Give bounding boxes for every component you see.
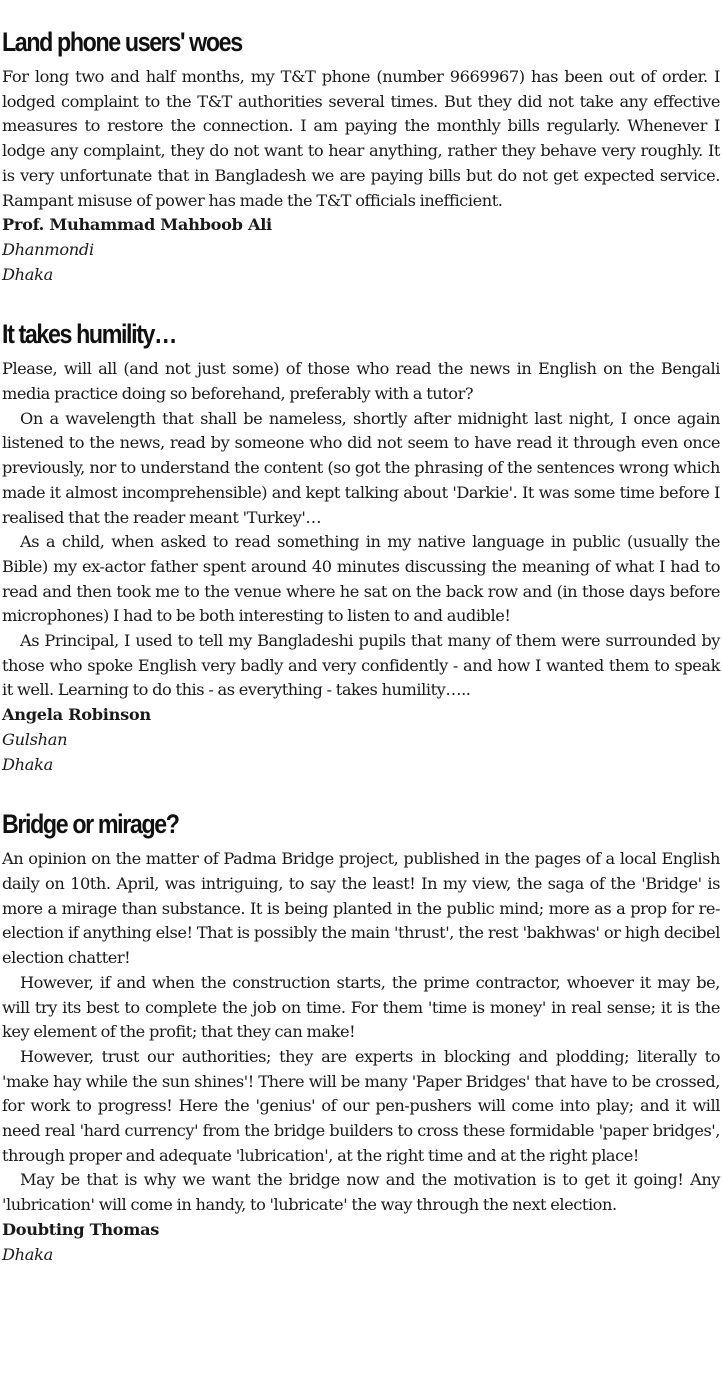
letter-paragraph: May be that is why we want the bridge now and the motivation is to get it going! Any 'lubrication' will come in handy, to 'lubricate' the way through the next election. xyxy=(2,1170,720,1215)
letter-bridge xyxy=(2,806,720,1267)
letter-land-phone xyxy=(2,24,720,287)
author-name: Angela Robinson xyxy=(2,705,151,725)
letter-paragraph: As Principal, I used to tell my Bangladeshi pupils that many of them were surrounded by those who spoke English very badly and very confidently - and how I wanted them to speak it well. Learning to do this - as everything - takes humility….. xyxy=(2,631,720,700)
letter-paragraph: For long two and half months, my T&T phone (number 9669967) has been out of order. I lodged complaint to the T&T authorities several times. But they did not take any effective measures to restore the connection. I am paying the monthly bills regularly. Whenever I lodge any complaint, they do not want to hear anything, rather they behave very roughly. It is very unfortunate that in Bangladesh we are paying bills but do not get expected service. Rampant misuse of power has made the T&T officials inefficient. xyxy=(2,67,720,210)
author-name: Prof. Muhammad Mahboob Ali xyxy=(2,215,272,235)
author-location: Dhanmondi xyxy=(2,239,94,259)
author-city: Dhaka xyxy=(2,754,54,774)
letter-paragraph: An opinion on the matter of Padma Bridge project, published in the pages of a local English daily on 10th. April, was intriguing, to say the least! In my view, the saga of the 'Bridge' is more a mirage than substance. It is being planted in the public mind; more as a prop for re-election if anything else! That is possibly the main 'thrust', the rest 'bakhwas' or high decibel election chatter! xyxy=(2,849,720,968)
author-location: Gulshan xyxy=(2,729,68,749)
letter-paragraph: However, if and when the construction starts, the prime contractor, whoever it may be, will try its best to complete the job on time. For them 'time is money' in real sense; it is the key element of the profit; that they can make! xyxy=(2,972,720,1042)
letter-paragraph: As a child, when asked to read something in my native language in public (usually the Bible) my ex-actor father spent around 40 minutes discussing the meaning of what I had to read and then took me to the venue where he sat on the back row and (in those days before microphones) I had to be both interesting to listen to and audible! xyxy=(2,532,720,626)
letter-headline: Bridge or mirage? xyxy=(2,809,179,840)
letter-paragraph: However, trust our authorities; they are experts in blocking and plodding; literally to 'make hay while the sun shines'! There will be many 'Paper Bridges' that have to be crossed, for work to progress! Here the 'genius' of our pen-pushers will come into play; and it will need real 'hard currency' from the bridge builders to cross these formidable 'paper bridges', through proper and adequate 'lubrication', at the right time and at the right place! xyxy=(2,1046,720,1165)
letter-headline: It takes humility… xyxy=(2,319,176,350)
author-city: Dhaka xyxy=(2,1244,54,1264)
letter-headline: Land phone users' woes xyxy=(2,27,242,57)
letter-paragraph: Please, will all (and not just some) of those who read the news in English on the Bengali media practice doing so beforehand, preferably with a tutor? xyxy=(2,359,720,404)
letter-humility xyxy=(2,316,720,777)
author-name: Doubting Thomas xyxy=(2,1219,160,1239)
author-city: Dhaka xyxy=(2,264,54,284)
letter-paragraph: On a wavelength that shall be nameless, shortly after midnight last night, I once again listened to the news, read by someone who did not seem to have read it through even once previously, nor to understand the content (so got the phrasing of the sentences wrong which made it almost incomprehensible) and kept talking about 'Darkie'. It was some time before I realised that the reader meant 'Turkey'… xyxy=(2,408,720,527)
